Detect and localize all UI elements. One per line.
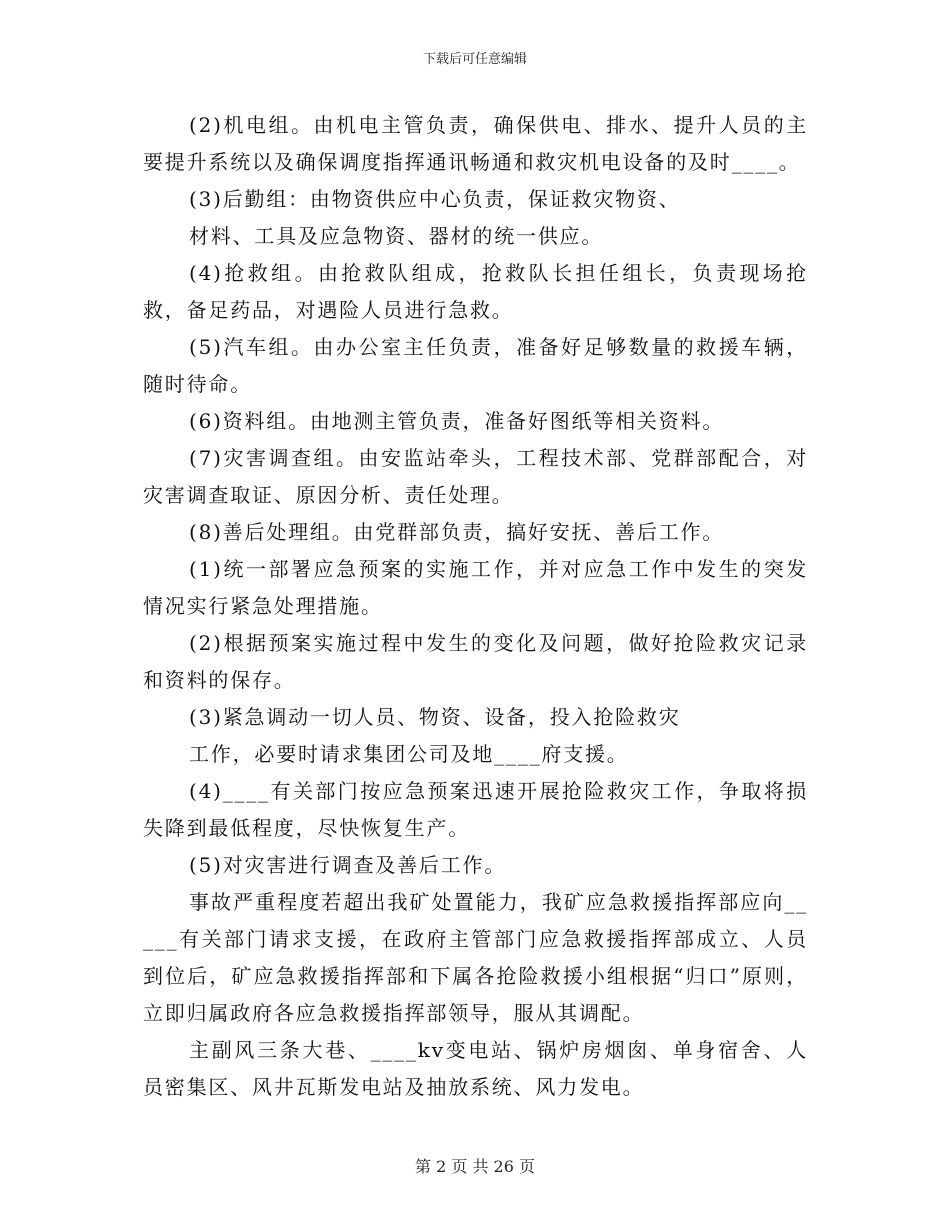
page-header: 下载后可任意编辑 xyxy=(422,52,527,67)
paragraph-duty-3-continued: 工作，必要时请求集团公司及地____府支援。 xyxy=(189,742,629,766)
paragraph-duty-2: (2)根据预案实施过程中发生的变化及问题，做好抢险救灾记录和资料的保存。 xyxy=(143,631,808,692)
paragraph-key-locations: 主副风三条大巷、____kv变电站、锅炉房烟囱、单身宿舍、人员密集区、风井瓦斯发电站及抽放系统、风力发电。 xyxy=(143,1038,808,1099)
document-body xyxy=(143,107,808,1106)
paragraph-duty-4: (4)____有关部门按应急预案迅速开展抢险救灾工作，争取将损失降到最低程度，尽快恢复生产。 xyxy=(143,779,808,840)
paragraph-duty-1: (1)统一部署应急预案的实施工作，并对应急工作中发生的突发情况实行紧急处理措施。 xyxy=(143,557,808,618)
paragraph-data-group: (6)资料组。由地测主管负责，准备好图纸等相关资料。 xyxy=(189,409,725,433)
paragraph-mechanical-group: (2)机电组。由机电主管负责，确保供电、排水、提升人员的主要提升系统以及确保调度指挥通讯畅通和救灾机电设备的及时____。 xyxy=(143,113,808,174)
paragraph-logistics-group: (3)后勤组：由物资供应中心负责，保证救灾物资、 xyxy=(189,187,681,211)
paragraph-duty-5: (5)对灾害进行调查及善后工作。 xyxy=(189,853,507,877)
paragraph-investigation-group: (7)灾害调查组。由安监站牵头，工程技术部、党群部配合，对灾害调查取证、原因分析、责任处理。 xyxy=(143,446,808,507)
paragraph-escalation: 事故严重程度若超出我矿处置能力，我矿应急救援指挥部应向_____有关部门请求支援，在政府主管部门应急救援指挥部成立、人员到位后，矿应急救援指挥部和下属各抢险救援小组根据“归口”原则，立即归属政府各应急救援指挥部领导，服从其调配。 xyxy=(143,890,808,1025)
paragraph-vehicle-group: (5)汽车组。由办公室主任负责，准备好足够数量的救援车辆，随时待命。 xyxy=(143,335,808,396)
paragraph-rescue-group: (4)抢救组。由抢救队组成，抢救队长担任组长，负责现场抢救，备足药品，对遇险人员进行急救。 xyxy=(143,261,808,322)
paragraph-aftermath-group: (8)善后处理组。由党群部负责，搞好安抚、善后工作。 xyxy=(189,520,725,544)
paragraph-duty-3: (3)紧急调动一切人员、物资、设备，投入抢险救灾 xyxy=(189,705,681,729)
page-number: 第 2 页 共 26 页 xyxy=(415,1157,535,1176)
paragraph-logistics-group-continued: 材料、工具及应急物资、器材的统一供应。 xyxy=(189,224,604,248)
